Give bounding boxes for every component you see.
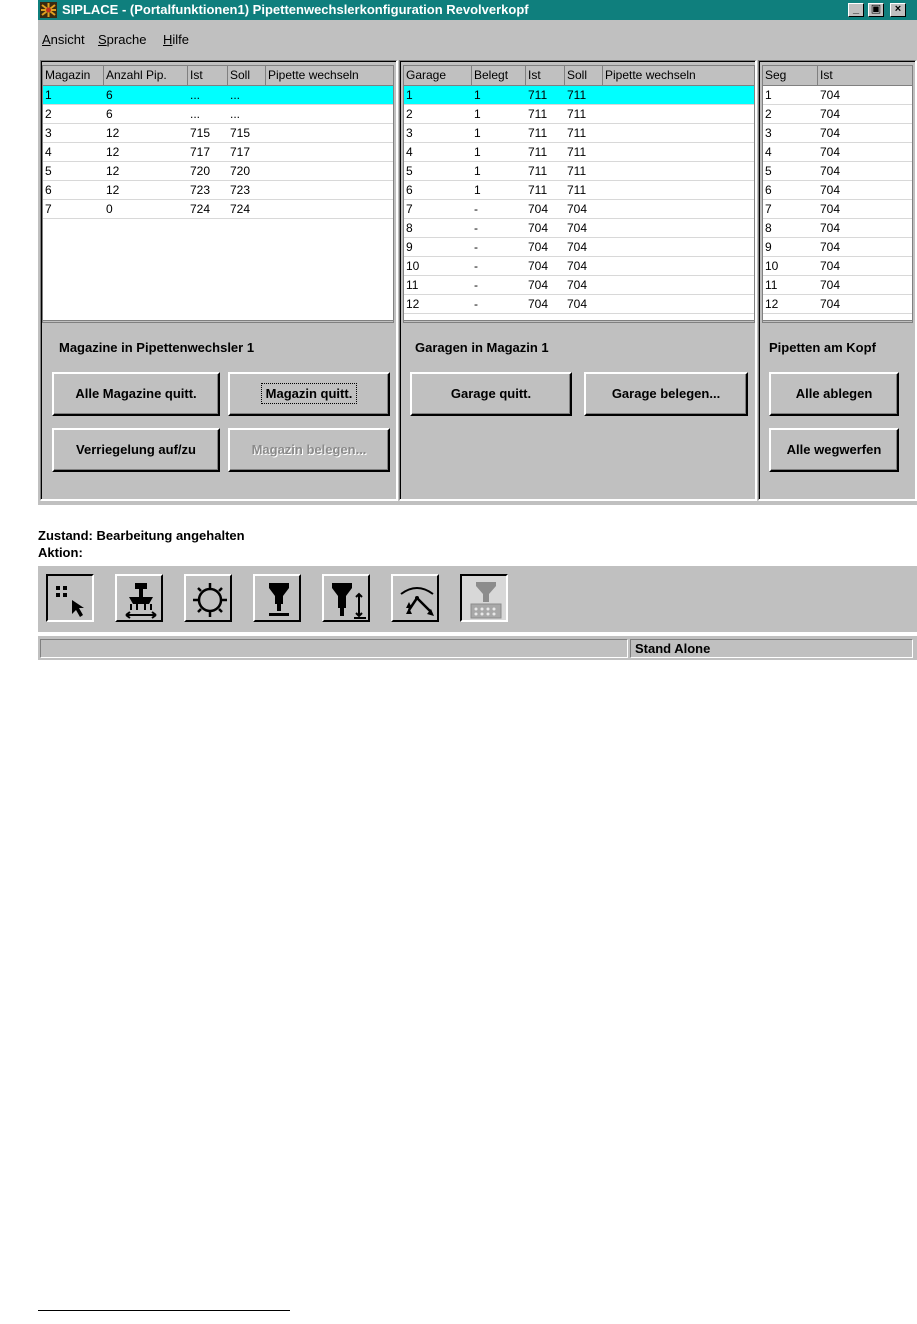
action-label: Aktion: <box>38 545 83 560</box>
select-pointer-button[interactable] <box>46 574 94 622</box>
garage-cell: 711 <box>528 107 548 121</box>
segment-cell: 6 <box>765 183 772 197</box>
segment-cell: 704 <box>820 183 841 197</box>
magazine-cell: 2 <box>45 107 52 121</box>
garage-row[interactable] <box>404 86 754 105</box>
siplace-app-icon <box>40 2 57 18</box>
magazine-cell: ... <box>190 107 201 121</box>
garage-cell: 704 <box>528 221 549 235</box>
title-bar[interactable] <box>38 0 917 20</box>
action-toolbar <box>38 566 917 632</box>
magazine-row[interactable] <box>43 162 393 181</box>
lock-toggle-label: Verriegelung auf/zu <box>76 442 196 457</box>
ack-all-magazines-label: Alle Magazine quitt. <box>75 386 197 401</box>
list-bottom-border <box>763 320 912 322</box>
garage-row[interactable] <box>404 276 754 295</box>
garage-row[interactable] <box>404 219 754 238</box>
segment-cell: 11 <box>765 278 778 292</box>
segment-row[interactable] <box>763 276 912 295</box>
garage-cell: - <box>474 202 478 216</box>
garage-cell: 711 <box>528 164 548 178</box>
segment-row[interactable] <box>763 257 912 276</box>
magazine-cell: 0 <box>106 202 113 216</box>
magazine-cell: 715 <box>190 126 211 140</box>
ack-magazine-label: Magazin quitt. <box>262 384 357 403</box>
menu-bar <box>38 20 917 58</box>
garages-frame <box>399 60 757 501</box>
list-bottom-border <box>404 320 754 322</box>
garage-cell: 1 <box>406 88 413 102</box>
segment-cell: 3 <box>765 126 772 140</box>
segment-cell: 1 <box>765 88 772 102</box>
magazine-row[interactable] <box>43 143 393 162</box>
discard-all-label: Alle wegwerfen <box>786 442 882 457</box>
col-seg-header[interactable]: Seg <box>763 66 818 86</box>
magazine-cell: 723 <box>230 183 251 197</box>
garage-cell: 1 <box>474 88 481 102</box>
garage-cell: 12 <box>406 297 420 311</box>
garage-cell: 704 <box>528 240 549 254</box>
segment-cell: 704 <box>820 145 841 159</box>
segment-cell: 704 <box>820 278 841 292</box>
menu-ansicht[interactable]: Ansicht <box>42 32 85 47</box>
garage-cell: 6 <box>406 183 413 197</box>
magazine-cell: 717 <box>230 145 251 159</box>
garage-cell: 704 <box>528 202 549 216</box>
segment-change-icon <box>397 580 437 620</box>
ack-magazine-button[interactable] <box>228 372 390 416</box>
garage-cell: 704 <box>567 221 588 235</box>
segment-cell: 10 <box>765 259 779 273</box>
segment-change-button[interactable] <box>391 574 439 622</box>
segment-row[interactable] <box>763 238 912 257</box>
garage-cell: 711 <box>567 107 587 121</box>
pipette-changer-button <box>460 574 508 622</box>
revolver-head-button[interactable] <box>184 574 232 622</box>
garage-cell: 711 <box>567 183 587 197</box>
garage-cell: 1 <box>474 183 481 197</box>
garage-row[interactable] <box>404 143 754 162</box>
pipette-icon <box>259 580 299 620</box>
minimize-button[interactable]: _ <box>848 3 864 17</box>
magazine-cell: ... <box>230 107 241 121</box>
col-pipette-wechseln-header[interactable]: Pipette wechseln <box>266 66 394 86</box>
magazine-row[interactable] <box>43 181 393 200</box>
col-ist-header[interactable]: Ist <box>526 66 565 86</box>
garage-cell: 7 <box>406 202 413 216</box>
segment-cell: 5 <box>765 164 772 178</box>
segment-row[interactable] <box>763 124 912 143</box>
col-belegt-header[interactable]: Belegt <box>472 66 526 86</box>
garage-cell: 1 <box>474 164 481 178</box>
drop-all-label: Alle ablegen <box>795 386 873 401</box>
status-pane-message <box>40 639 628 658</box>
magazine-cell: 5 <box>45 164 52 178</box>
garage-cell: 711 <box>567 164 587 178</box>
col-soll-header[interactable]: Soll <box>228 66 266 86</box>
assign-garage-label: Garage belegen... <box>611 386 721 401</box>
garage-cell: 8 <box>406 221 413 235</box>
magazine-cell: 6 <box>45 183 52 197</box>
garage-cell: 9 <box>406 240 413 254</box>
segment-cell: 704 <box>820 107 841 121</box>
head-group-label: Pipetten am Kopf <box>769 340 876 355</box>
segment-cell: 704 <box>820 221 841 235</box>
garage-cell: - <box>474 297 478 311</box>
segment-row[interactable] <box>763 86 912 105</box>
segment-cell: 704 <box>820 240 841 254</box>
garage-cell: 704 <box>567 259 588 273</box>
portal-move-icon <box>121 580 161 620</box>
garage-cell: 711 <box>567 126 587 140</box>
magazine-cell: 7 <box>45 202 52 216</box>
magazine-cell: 724 <box>190 202 211 216</box>
magazine-cell: 717 <box>190 145 211 159</box>
garages-list-header <box>404 66 754 86</box>
col-ist-header[interactable]: Ist <box>188 66 228 86</box>
garage-row[interactable] <box>404 257 754 276</box>
garage-cell: 4 <box>406 145 413 159</box>
segment-cell: 704 <box>820 126 841 140</box>
menu-sprache[interactable]: Sprache <box>98 32 147 47</box>
garage-row[interactable] <box>404 238 754 257</box>
magazine-cell: 724 <box>230 202 251 216</box>
main-panel <box>38 58 917 505</box>
garage-cell: 2 <box>406 107 413 121</box>
col-pipette-wechseln-header[interactable]: Pipette wechseln <box>603 66 755 86</box>
segment-cell: 4 <box>765 145 772 159</box>
magazine-cell: 12 <box>106 145 120 159</box>
segment-cell: 7 <box>765 202 772 216</box>
select-pointer-icon <box>52 580 92 620</box>
lock-toggle-button[interactable] <box>52 428 220 472</box>
garage-cell: 10 <box>406 259 420 273</box>
segments-list-header <box>763 66 912 86</box>
garages-rows <box>404 86 754 314</box>
close-button[interactable]: × <box>890 3 906 17</box>
segment-cell: 704 <box>820 202 841 216</box>
magazine-cell: ... <box>190 88 201 102</box>
garage-cell: 704 <box>528 278 549 292</box>
magazine-cell: 6 <box>106 88 113 102</box>
segment-row[interactable] <box>763 143 912 162</box>
garages-group-label: Garagen in Magazin 1 <box>415 340 549 355</box>
garage-cell: 711 <box>528 183 548 197</box>
menu-hilfe[interactable]: Hilfe <box>163 32 190 47</box>
magazines-group-label: Magazine in Pipettenwechsler 1 <box>59 340 255 355</box>
window-title: SIPLACE - (Portalfunktionen1) Pipettenwechslerkonfiguration Revolverkopf <box>62 2 529 17</box>
garage-cell: 704 <box>528 259 549 273</box>
magazine-row[interactable] <box>43 86 393 105</box>
segment-row[interactable] <box>763 105 912 124</box>
pipette-height-icon <box>328 580 368 620</box>
segments-rows <box>763 86 912 314</box>
magazine-cell: 1 <box>45 88 52 102</box>
magazine-row[interactable] <box>43 200 393 219</box>
assign-garage-button[interactable] <box>584 372 748 416</box>
footnote-divider <box>38 1310 290 1311</box>
segment-row[interactable] <box>763 162 912 181</box>
pipette-height-button[interactable] <box>322 574 370 622</box>
revolver-head-icon <box>190 580 230 620</box>
ack-garage-button[interactable] <box>410 372 572 416</box>
magazine-cell: 4 <box>45 145 52 159</box>
col-magazin-header[interactable]: Magazin <box>43 66 104 86</box>
ack-garage-label: Garage quitt. <box>450 386 532 401</box>
drop-all-button[interactable] <box>769 372 899 416</box>
segment-cell: 704 <box>820 164 841 178</box>
garage-cell: 711 <box>567 88 587 102</box>
magazine-cell: ... <box>230 88 241 102</box>
garage-row[interactable] <box>404 295 754 314</box>
magazine-cell: 715 <box>230 126 251 140</box>
garage-cell: - <box>474 278 478 292</box>
portal-move-button[interactable] <box>115 574 163 622</box>
garage-cell: 1 <box>474 126 481 140</box>
magazines-frame <box>40 60 398 501</box>
pipette-changer-icon <box>466 580 506 620</box>
mode-indicator: Stand Alone <box>630 639 913 658</box>
magazine-row[interactable] <box>43 105 393 124</box>
garages-list[interactable] <box>403 65 755 323</box>
status-bar <box>38 636 917 660</box>
garage-cell: 704 <box>528 297 549 311</box>
garage-cell: 3 <box>406 126 413 140</box>
garage-cell: 704 <box>567 202 588 216</box>
magazines-list-header <box>43 66 393 86</box>
garage-cell: 704 <box>567 278 588 292</box>
maximize-button[interactable]: ▣ <box>868 3 884 17</box>
discard-all-button[interactable] <box>769 428 899 472</box>
magazine-cell: 12 <box>106 164 120 178</box>
segment-row[interactable] <box>763 181 912 200</box>
garage-cell: - <box>474 221 478 235</box>
garage-cell: 704 <box>567 240 588 254</box>
list-bottom-border <box>43 320 393 322</box>
magazine-cell: 3 <box>45 126 52 140</box>
assign-magazine-button <box>228 428 390 472</box>
garage-cell: 5 <box>406 164 413 178</box>
magazines-list[interactable] <box>42 65 394 323</box>
pipette-button[interactable] <box>253 574 301 622</box>
ack-all-magazines-button[interactable] <box>52 372 220 416</box>
magazine-cell: 720 <box>230 164 251 178</box>
garage-cell: 711 <box>567 145 587 159</box>
segment-row[interactable] <box>763 200 912 219</box>
garage-row[interactable] <box>404 200 754 219</box>
garage-cell: 704 <box>567 297 588 311</box>
garage-cell: 1 <box>474 107 481 121</box>
col-anzahl-header[interactable]: Anzahl Pip. <box>104 66 188 86</box>
magazine-row[interactable] <box>43 124 393 143</box>
segment-row[interactable] <box>763 295 912 314</box>
garage-cell: 711 <box>528 126 548 140</box>
garage-row[interactable] <box>404 181 754 200</box>
head-frame <box>758 60 917 501</box>
segment-cell: 9 <box>765 240 772 254</box>
state-text: Zustand: Bearbeitung angehalten <box>38 528 245 543</box>
segment-row[interactable] <box>763 219 912 238</box>
magazine-cell: 723 <box>190 183 211 197</box>
magazine-cell: 12 <box>106 183 120 197</box>
col-ist-header[interactable]: Ist <box>818 66 913 86</box>
segment-cell: 8 <box>765 221 772 235</box>
col-garage-header[interactable]: Garage <box>404 66 472 86</box>
garage-cell: 711 <box>528 145 548 159</box>
segment-cell: 12 <box>765 297 779 311</box>
garage-cell: 711 <box>528 88 548 102</box>
col-soll-header[interactable]: Soll <box>565 66 603 86</box>
segment-cell: 704 <box>820 259 841 273</box>
garage-cell: - <box>474 259 478 273</box>
segment-cell: 704 <box>820 88 841 102</box>
garage-cell: 11 <box>406 278 419 292</box>
segment-cell: 704 <box>820 297 841 311</box>
segments-list[interactable] <box>762 65 913 323</box>
segment-cell: 2 <box>765 107 772 121</box>
magazines-rows <box>43 86 393 219</box>
garage-row[interactable] <box>404 162 754 181</box>
garage-cell: 1 <box>474 145 481 159</box>
garage-row[interactable] <box>404 105 754 124</box>
magazine-cell: 12 <box>106 126 120 140</box>
garage-row[interactable] <box>404 124 754 143</box>
assign-magazine-label: Magazin belegen... <box>251 442 367 457</box>
magazine-cell: 6 <box>106 107 113 121</box>
garage-cell: - <box>474 240 478 254</box>
magazine-cell: 720 <box>190 164 211 178</box>
